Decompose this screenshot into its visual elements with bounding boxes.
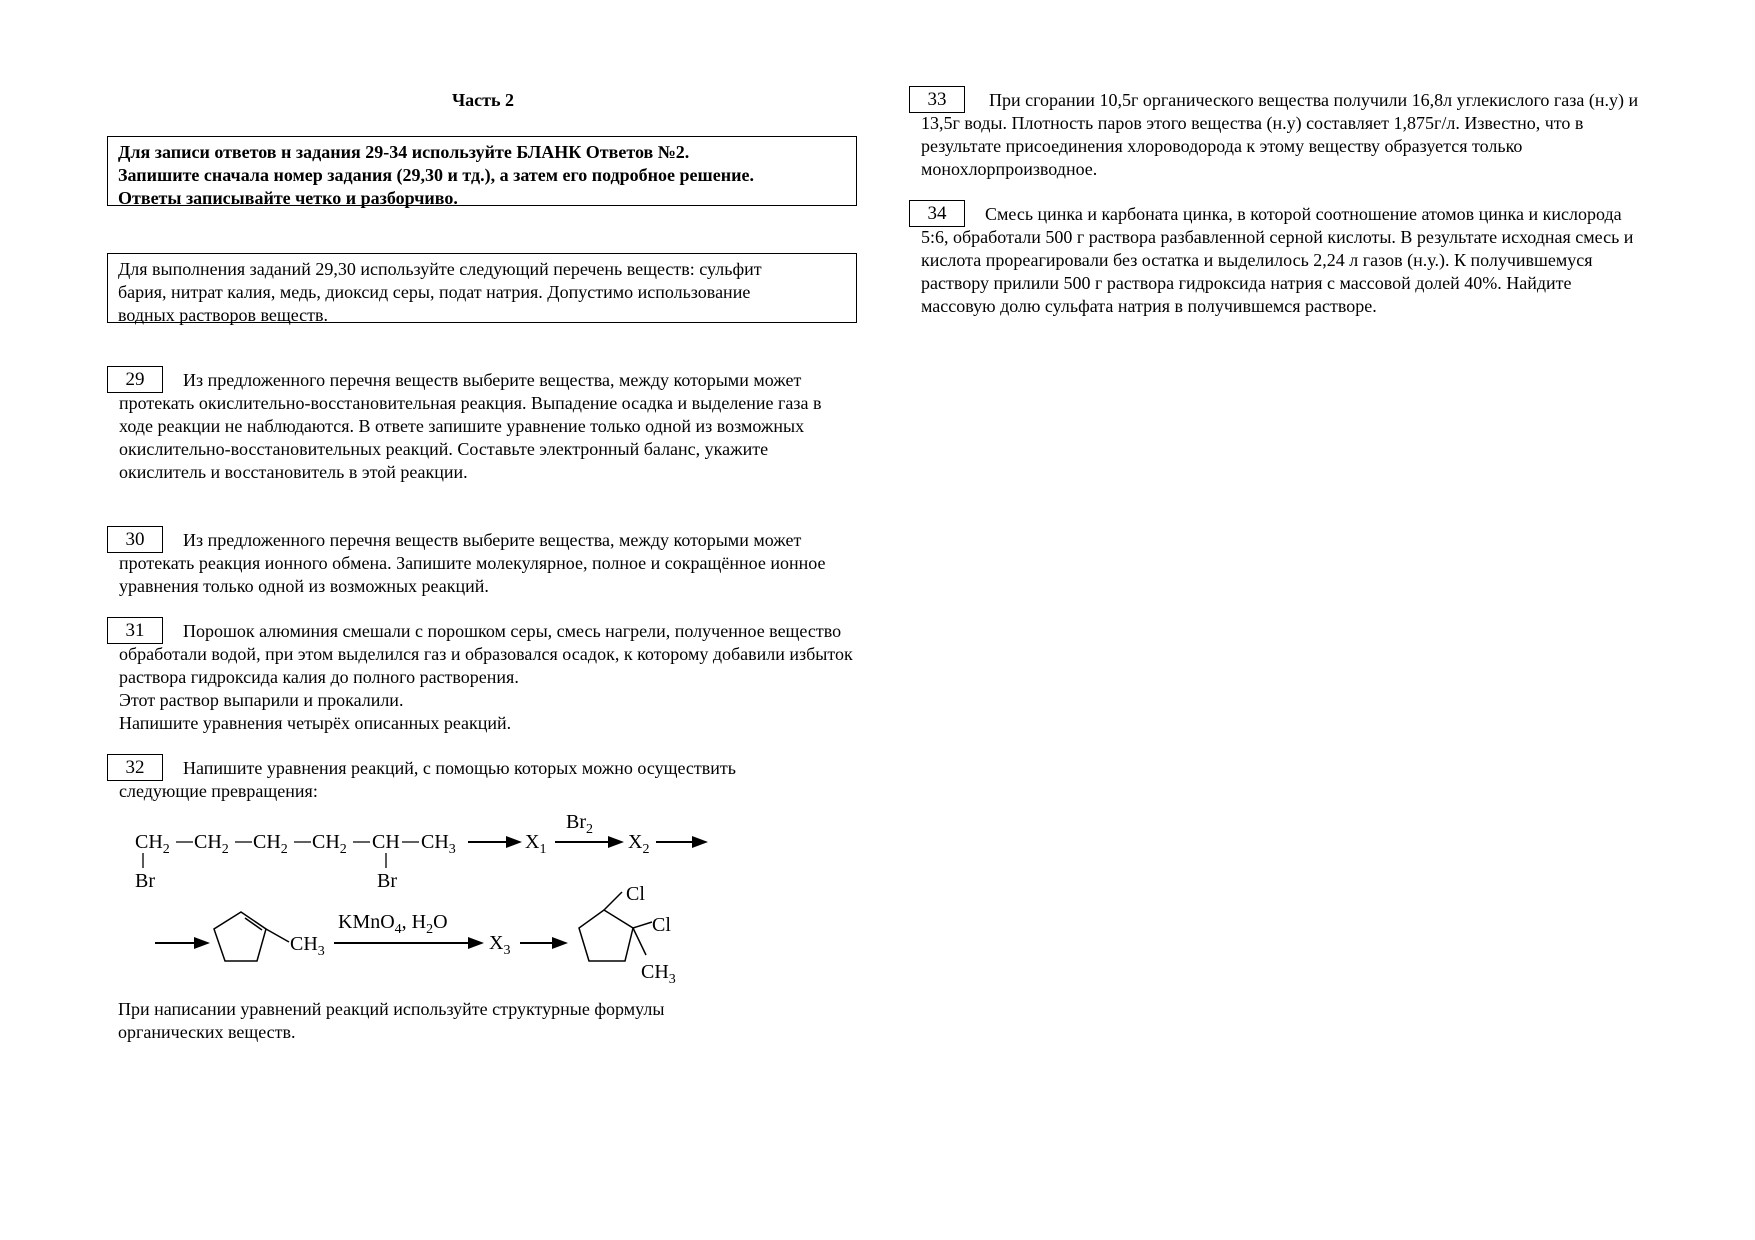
task-number-29: 29 (107, 366, 163, 393)
chain-ch2-3: $CH_2$ (253, 831, 288, 857)
substances-line-3: водных растворов веществ. (118, 305, 328, 325)
task-33-text: При сгорании 10,5г органического вещества получили 16,8л углекислого газа (н.у) и 13,5г воды. Плотность паров этого вещества (н.у) составляет 1,875г/л. Известно, что в результате присоединения хлороводорода к этому веществу образуется только монохлорпроизводное. (921, 90, 1639, 179)
cl-label-1: Cl (626, 883, 645, 905)
task-number-34: 34 (909, 200, 965, 227)
substances-line-1: Для выполнения заданий 29,30 используйте следующий перечень веществ: сульфит (118, 259, 762, 279)
part-title: Часть 2 (451, 90, 515, 110)
x2-label: $X_2$ (628, 831, 650, 857)
chain-ch2-2: $CH_2$ (194, 831, 229, 857)
task-32-text: Напишите уравнения реакций, с помощью которых можно осуществить следующие превращения: (119, 758, 736, 801)
instructions-line-3: Ответы записывайте четко и разборчиво. (118, 188, 458, 208)
task-number-31: 31 (107, 617, 163, 644)
methylcyclopentene-ring (214, 912, 289, 961)
chain-ch2-4: $CH_2$ (312, 831, 347, 857)
instructions-line-2: Запишите сначала номер задания (29,30 и тд.), а затем его подробное решение. (118, 165, 754, 185)
task-34 (909, 200, 1649, 350)
chain-ch3: $CH_3$ (421, 831, 456, 857)
x3-label: $X_3$ (489, 932, 511, 958)
x1-label: $X_1$ (525, 831, 547, 857)
kmno4-reagent: KMnO$_4$, $H_2O$ (338, 911, 448, 937)
task-34-text: Смесь цинка и карбоната цинка, в которой соотношение атомов цинка и кислорода 5:6, обработали 500 г раствора разбавленной серной кислоты. В результате исходная смесь и кислота прореагировали без остатка и выделилось 2,24 л газов (н.у.). К получившемуся раствору прилили 500 г раствора гидроксида натрия с массовой долей 40%. Найдите массовую долю сульфата натрия в получившемся растворе. (921, 204, 1634, 316)
chain-ch: CH (372, 831, 400, 853)
task-31-text-3: Напишите уравнения четырёх описанных реакций. (119, 713, 512, 733)
task-30-text: Из предложенного перечня веществ выберите вещества, между которыми может протекать реакция ионного обмена. Запишите молекулярное, полное и сокращённое ионное уравнения только одной из возможных реакций. (119, 530, 826, 596)
task-number-32: 32 (107, 754, 163, 781)
br-substituent-1: Br (135, 870, 155, 892)
methyl-label-2: $CH_3$ (641, 961, 676, 987)
task-31-text: Порошок алюминия смешали с порошком серы, смесь нагрели, полученное вещество обработали водой, при этом выделился газ и образовался осадок, к которому добавили избыток раствора гидроксида калия до полного растворения. (119, 621, 853, 687)
task-number-33: 33 (909, 86, 965, 113)
task-number-30: 30 (107, 526, 163, 553)
methyl-label-1: $CH_3$ (290, 933, 325, 959)
substances-line-2: бария, нитрат калия, медь, диоксид серы, подат натрия. Допустимо использование (118, 282, 751, 302)
instructions-line-1: Для записи ответов н задания 29-34 используйте БЛАНК Ответов №2. (118, 142, 690, 162)
cl-label-2: Cl (652, 914, 671, 936)
br-substituent-2: Br (377, 870, 397, 892)
task-31-text-2: Этот раствор выпарили и прокалили. (119, 690, 404, 710)
chain-ch2-1: $CH_2$ (135, 831, 170, 857)
task-33 (909, 86, 1649, 186)
br2-reagent: $Br_2$ (566, 811, 593, 837)
task-32-note: При написании уравнений реакций используйте структурные формулы органических веществ. (118, 999, 665, 1042)
task-29-text: Из предложенного перечня веществ выберите вещества, между которыми может протекать окислительно-восстановительная реакция. Выпадение осадка и выделение газа в ходе реакции не наблюдаются. В ответе запишите уравнение только одной из возможных окислительно-восстановительных реакций. Составьте электронный баланс, укажите окислитель и восстановитель в этой реакции. (119, 370, 822, 482)
